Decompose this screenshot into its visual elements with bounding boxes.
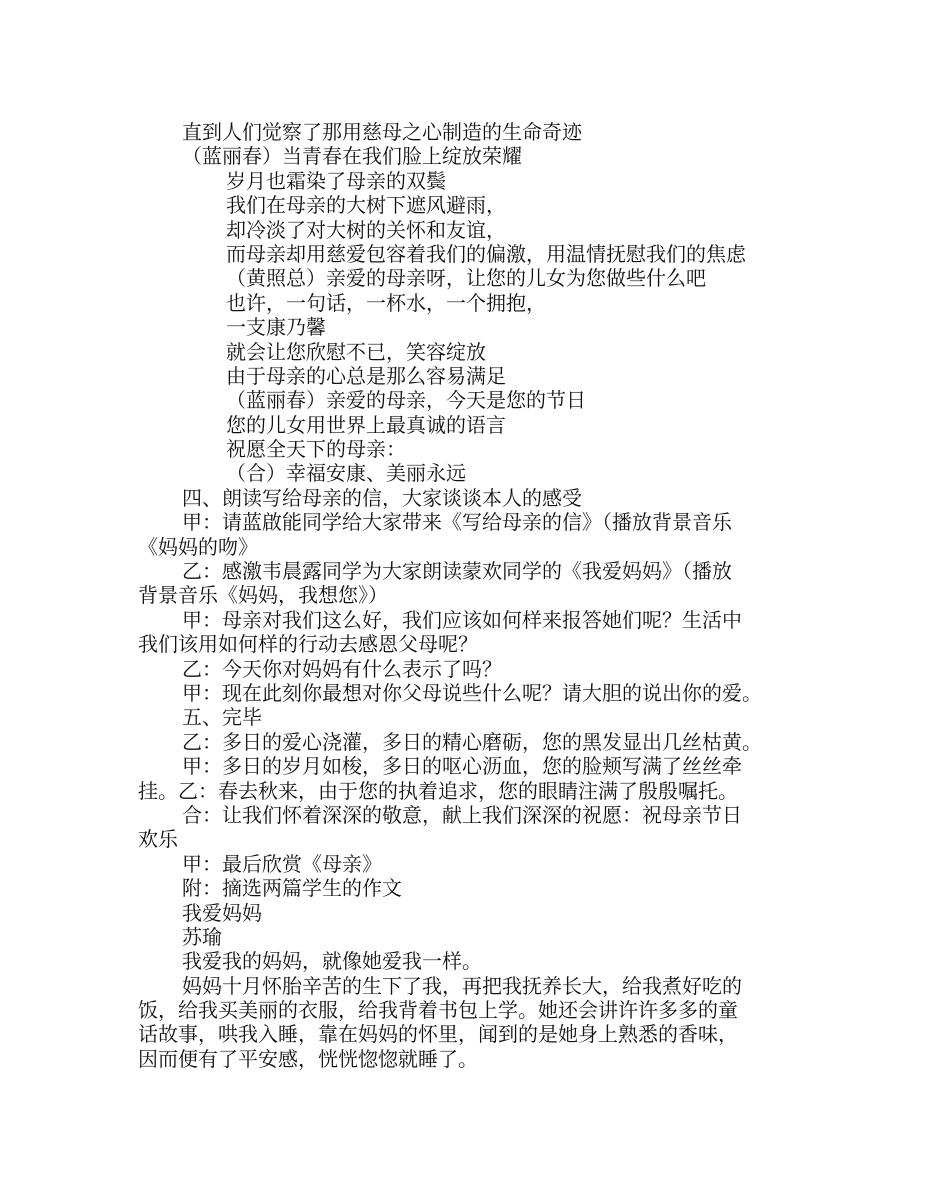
text-line: 我爱我的妈妈，就像她爱我一样。 — [182, 949, 482, 974]
document-body — [138, 120, 818, 1071]
text-line: 由于母亲的心总是那么容易满足 — [226, 363, 506, 388]
text-line: 直到人们觉察了那用慈母之心制造的生命奇迹 — [182, 120, 582, 144]
text-line: 甲：多日的岁月如梭，多日的呕心沥血，您的脸颊写满了丝丝牵 — [182, 754, 742, 779]
text-line: （蓝丽春）当青春在我们脸上绽放荣耀 — [182, 144, 522, 169]
text-line: 也许，一句话，一杯水，一个拥抱， — [226, 290, 546, 315]
text-line: 饭，给我买美丽的衣服，给我背着书包上学。她还会讲许许多多的童 — [138, 998, 738, 1023]
essay-author: 苏瑜 — [182, 924, 222, 949]
text-line: 挂。乙：春去秋来，由于您的执着追求，您的眼睛注满了殷殷嘱托。 — [138, 778, 738, 803]
text-line: 却冷淡了对大树的关怀和友谊， — [226, 217, 506, 242]
text-line: 甲：现在此刻你最想对你父母说些什么呢？请大胆的说出你的爱。 — [182, 680, 762, 705]
text-line: 岁月也霜染了母亲的双鬓 — [226, 168, 446, 193]
text-line: 而母亲却用慈爱包容着我们的偏激，用温情抚慰我们的焦虑 — [226, 241, 746, 266]
text-line: 我们该用如何样的行动去感恩父母呢？ — [138, 632, 478, 657]
text-line: 一支康乃馨 — [226, 315, 326, 340]
text-line: （合）幸福安康、美丽永远 — [226, 461, 466, 486]
text-line: 合：让我们怀着深深的敬意，献上我们深深的祝愿：祝母亲节日 — [182, 802, 742, 827]
text-line: （蓝丽春）亲爱的母亲，今天是您的节日 — [226, 388, 586, 413]
text-line: 祝愿全天下的母亲： — [226, 437, 406, 462]
text-line: 妈妈十月怀胎辛苦的生下了我，再把我抚养长大，给我煮好吃的 — [182, 973, 742, 998]
text-line: 因而便有了平安感，恍恍惚惚就睡了。 — [138, 1046, 478, 1071]
text-line: 《妈妈的吻》 — [138, 534, 258, 559]
text-line: 话故事，哄我入睡，靠在妈妈的怀里，闻到的是她身上熟悉的香味， — [138, 1022, 738, 1047]
text-line: 甲：请蓝啟能同学给大家带来《写给母亲的信》（播放背景音乐 — [182, 510, 732, 535]
text-line: 背景音乐《妈妈，我想您》） — [138, 583, 388, 608]
text-line: 乙：今天你对妈妈有什么表示了吗？ — [182, 656, 502, 681]
essay-title: 我爱妈妈 — [182, 900, 262, 925]
text-line: 您的儿女用世界上最真诚的语言 — [226, 412, 506, 437]
text-line: 欢乐 — [138, 827, 178, 852]
text-line: （黄照总）亲爱的母亲呀，让您的儿女为您做些什么吧 — [226, 266, 706, 291]
text-line: 就会让您欣慰不已，笑容绽放 — [226, 339, 486, 364]
text-line: 甲：最后欣赏《母亲》 — [182, 851, 382, 876]
section-heading: 四、朗读写给母亲的信，大家谈谈本人的感受 — [182, 485, 582, 510]
text-line: 甲：母亲对我们这么好，我们应该如何样来报答她们呢？生活中 — [182, 607, 742, 632]
text-line: 乙：多日的爱心浇灌，多日的精心磨砺，您的黑发显出几丝枯黄。 — [182, 729, 762, 754]
section-heading: 五、完毕 — [182, 705, 262, 730]
text-line: 附：摘选两篇学生的作文 — [182, 876, 402, 901]
text-line: 乙：感激韦晨露同学为大家朗读蒙欢同学的《我爱妈妈》（播放 — [182, 559, 732, 584]
text-line: 我们在母亲的大树下遮风避雨， — [226, 193, 506, 218]
